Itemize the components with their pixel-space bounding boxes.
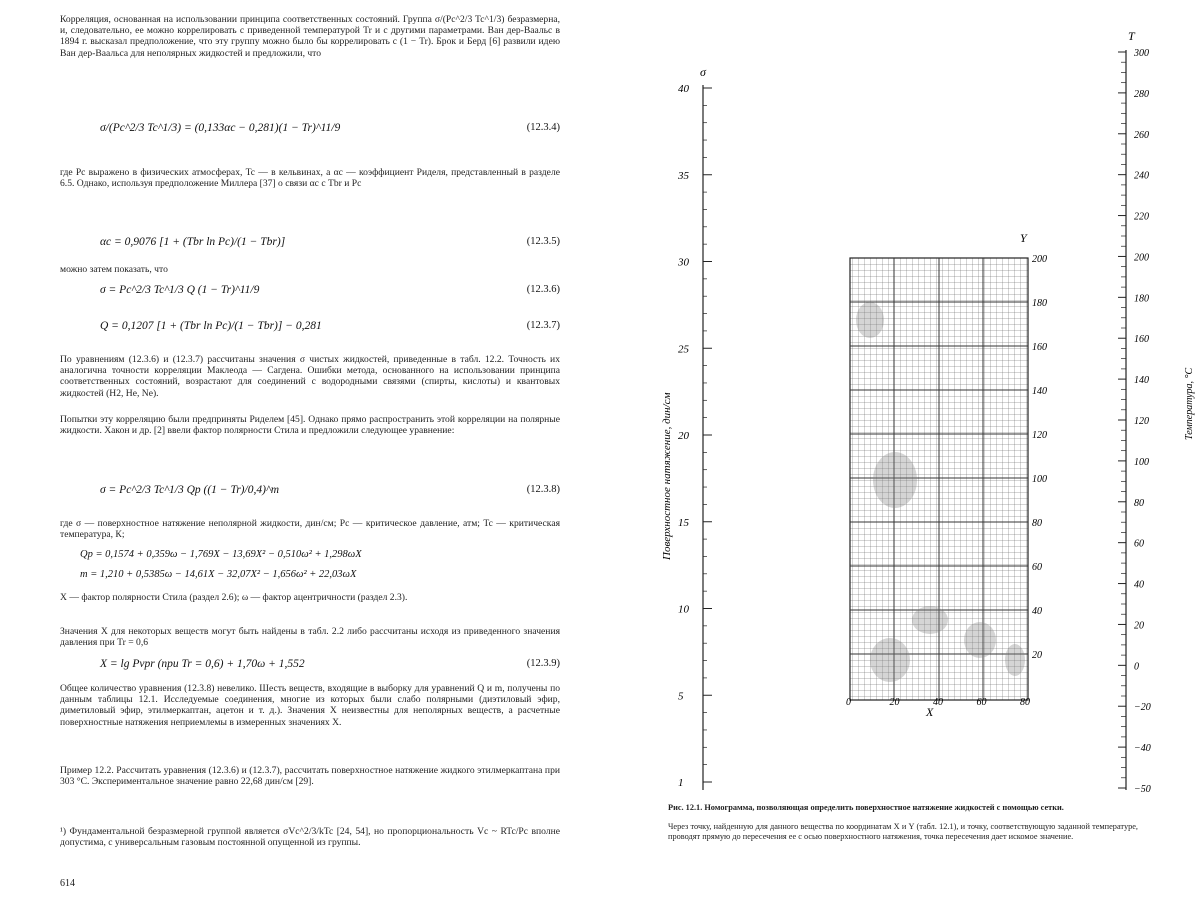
equation-12-3-8 — [100, 484, 560, 496]
paragraph-show: можно затем показать, что — [60, 264, 168, 275]
y-tick-label: 180 — [1032, 298, 1047, 309]
x-scale-symbol: X — [926, 705, 934, 719]
temperature-tick-label: 260 — [1134, 129, 1149, 141]
temperature-tick-label: 220 — [1134, 211, 1149, 223]
equation-number: (12.3.9) — [526, 658, 560, 669]
sigma-tick-label: 10 — [678, 603, 689, 616]
sigma-tick-label: 40 — [678, 83, 689, 95]
sigma-tick-label: 35 — [678, 169, 689, 182]
y-scale-ticks — [1032, 254, 1047, 661]
y-tick-label: 160 — [1032, 342, 1047, 353]
sigma-tick-label: 15 — [678, 516, 689, 529]
paragraph-polar: Попытки эту корреляцию были предприняты Риделем [45]. Однако прямо распространить этой корреляции на полярные жидкости. Хакон и др. [2] ввели фактор полярности Стила и предложили следующее уравнение: — [60, 414, 560, 437]
equation-number: (12.3.5) — [526, 236, 560, 247]
temperature-tick-label: 0 — [1134, 661, 1139, 673]
equation-text: X = lg Pvpr (при Tr = 0,6) + 1,70ω + 1,552 — [100, 658, 305, 670]
footnote: ¹) Фундаментальной безразмерной группой является σVc^2/3/kTc [24, 54], но пропорциональность Vc ~ RTc/Pc вполне допустима, с универсальным газовым постоянной опущенной из группы. — [60, 826, 560, 849]
equation-m: m = 1,210 + 0,5385ω − 14,61X − 32,07X² − 1,656ω² + 22,03ωX — [80, 569, 357, 580]
equation-12-3-4 — [100, 122, 560, 134]
equation-text: σ = Pc^2/3 Tc^1/3 Q (1 − Tr)^11/9 — [100, 284, 260, 296]
paragraph-x-factor: X — фактор полярности Стила (раздел 2.6); ω — фактор ацентричности (раздел 2.3). — [60, 592, 408, 603]
temperature-tick-label: 140 — [1134, 375, 1149, 387]
temperature-tick-label: 120 — [1134, 416, 1149, 427]
equation-number: (12.3.4) — [526, 122, 560, 133]
left-page — [0, 0, 600, 893]
page-number: 614 — [60, 878, 75, 889]
x-tick-label: 0 — [846, 697, 851, 708]
temperature-tick-label: 280 — [1134, 88, 1149, 100]
equation-text: σ = Pc^2/3 Tc^1/3 Qp ((1 − Tr)/0,4)^m — [100, 484, 280, 496]
y-tick-label: 200 — [1032, 254, 1047, 265]
equation-text: αc = 0,9076 [1 + (Tbr ln Pc)/(1 − Tbr)] — [100, 236, 286, 248]
equation-text: Q = 0,1207 [1 + (Tbr ln Pc)/(1 − Tbr)] − 0,281 — [100, 320, 322, 332]
temperature-tick-label: 60 — [1134, 538, 1144, 550]
paragraph-riedel: где Pc выражено в физических атмосферах, Tc — в кельвинах, а αc — коэффициент Риделя, представленный в разделе 6.5. Однако, используя предположение Миллера [37] о связи αc с Tbr и Pc — [60, 167, 560, 190]
y-tick-label: 80 — [1032, 518, 1042, 529]
figure-caption-title — [668, 803, 1138, 813]
sigma-axis-ticks — [677, 83, 712, 789]
temperature-axis-symbol: T — [1128, 29, 1135, 43]
temperature-tick-label: 200 — [1134, 252, 1149, 264]
x-tick-label: 60 — [976, 697, 987, 708]
equation-12-3-7 — [100, 320, 560, 332]
figure-caption-text: Через точку, найденную для данного вещества по координатам X и Y (табл. 12.1), и точку, соответствующую заданной температуре, проводят прямую до пересечения ее с осью поверхностного натяжения, точка пересечения дает искомое значение. — [668, 822, 1138, 841]
sigma-tick-label: 1 — [678, 777, 684, 789]
equation-12-3-9 — [100, 658, 560, 670]
temperature-tick-label: 80 — [1134, 497, 1144, 509]
temperature-tick-label: 40 — [1134, 579, 1144, 591]
sigma-tick-label: 5 — [678, 690, 684, 703]
equation-12-3-5 — [100, 236, 560, 248]
paragraph-intro: Корреляция, основанная на использовании принципа соответственных состояний. Группа σ/(Pc^2/3 Tc^1/3) безразмерна, и, следовательно, ее можно коррелировать с приведенной температурой Tr и с другими параметрами. Ван дер-Ваальс в 1894 г. высказал предположение, что эту группу можно было бы коррелировать с (1 − Tr). Брок и Берд [6] развили идею Ван дер-Ваальса для неполярных жидкостей и предложили, что — [60, 14, 560, 59]
equation-number: (12.3.7) — [526, 320, 560, 331]
sigma-axis-symbol: σ — [700, 65, 706, 79]
temperature-axis-ticks — [1118, 48, 1151, 795]
paragraph-table: По уравнениям (12.3.6) и (12.3.7) рассчитаны значения σ чистых жидкостей, приведенные в табл. 12.2. Точность их аналогична точности корреляции Маклеода — Сагдена. Ошибки метода, основанного на использовании принципа соответственных состояний, возрастают для соединений с водородными связями (спирты, кислоты) и квантовых жидкостей (H2, He, Ne). — [60, 354, 560, 399]
equation-number: (12.3.8) — [526, 484, 560, 495]
temperature-tick-label: 100 — [1134, 456, 1149, 468]
sigma-tick-label: 20 — [678, 430, 689, 442]
nomogram — [600, 0, 1200, 893]
caption-title: Рис. 12.1. Номограмма, позволяющая определить поверхностное натяжение жидкостей с помощью сетки. — [668, 803, 1064, 812]
equation-qp: Qp = 0,1574 + 0,359ω − 1,769X − 13,69X² − 0,510ω² + 1,298ωX — [80, 549, 362, 560]
sigma-tick-label: 25 — [678, 343, 689, 356]
temperature-tick-label: 300 — [1134, 48, 1149, 59]
temperature-tick-label: −20 — [1134, 702, 1151, 714]
paragraph-where: где σ — поверхностное натяжение неполярной жидкости, дин/см; Pc — критическое давление, атм; Tc — критическая температура, К; — [60, 518, 560, 541]
temperature-tick-label: 240 — [1134, 170, 1149, 182]
equation-12-3-6 — [100, 284, 560, 296]
temperature-tick-label: 20 — [1134, 620, 1144, 632]
y-tick-label: 60 — [1032, 562, 1042, 573]
x-tick-label: 40 — [933, 697, 943, 708]
temperature-tick-label: −50 — [1134, 784, 1151, 795]
x-tick-label: 20 — [889, 697, 900, 708]
equation-number: (12.3.6) — [526, 284, 560, 295]
y-tick-label: 120 — [1032, 430, 1047, 441]
y-scale-symbol: Y — [1020, 231, 1027, 245]
y-tick-label: 140 — [1032, 386, 1047, 397]
y-tick-label: 100 — [1032, 474, 1047, 485]
sigma-axis-title: Поверхностное натяжение, дин/см — [661, 392, 673, 560]
temperature-tick-label: 160 — [1134, 334, 1149, 346]
right-page — [600, 0, 1200, 893]
sigma-tick-label: 30 — [678, 256, 689, 269]
temperature-tick-label: 180 — [1134, 293, 1149, 305]
x-tick-label: 80 — [1020, 697, 1030, 708]
y-tick-label: 40 — [1032, 606, 1042, 617]
paragraph-example: Пример 12.2. Рассчитать уравнения (12.3.6) и (12.3.7), рассчитать поверхностное натяжение жидкого этилмеркаптана при 303 °С. Экспериментальное значение равно 22,68 дин/см [29]. — [60, 765, 560, 788]
paragraph-x-values: Значения X для некоторых веществ могут быть найдены в табл. 2.2 либо рассчитаны исходя из приведенного значения давления при Tr = 0,6 — [60, 626, 560, 649]
equation-text: σ/(Pc^2/3 Tc^1/3) = (0,133αc − 0,281)(1 − Tr)^11/9 — [100, 122, 341, 134]
temperature-axis-title: Температура, °C — [1184, 367, 1195, 440]
paragraph-general: Общее количество уравнения (12.3.8) невелико. Шесть веществ, входящие в выборку для уравнений Q и m, получены по данным таблицы 12.1. Исследуемые соединения, многие из которых были слабо полярными (диэтиловый эфир, диметиловый эфир, этилмеркаптан, ацетон и т. д.). Значения X неизвестны для неполярных веществ, а расчетные поверхностные натяжения неприемлемы в измеренных значениях X. — [60, 683, 560, 728]
temperature-tick-label: −40 — [1134, 743, 1151, 755]
y-tick-label: 20 — [1032, 650, 1042, 661]
